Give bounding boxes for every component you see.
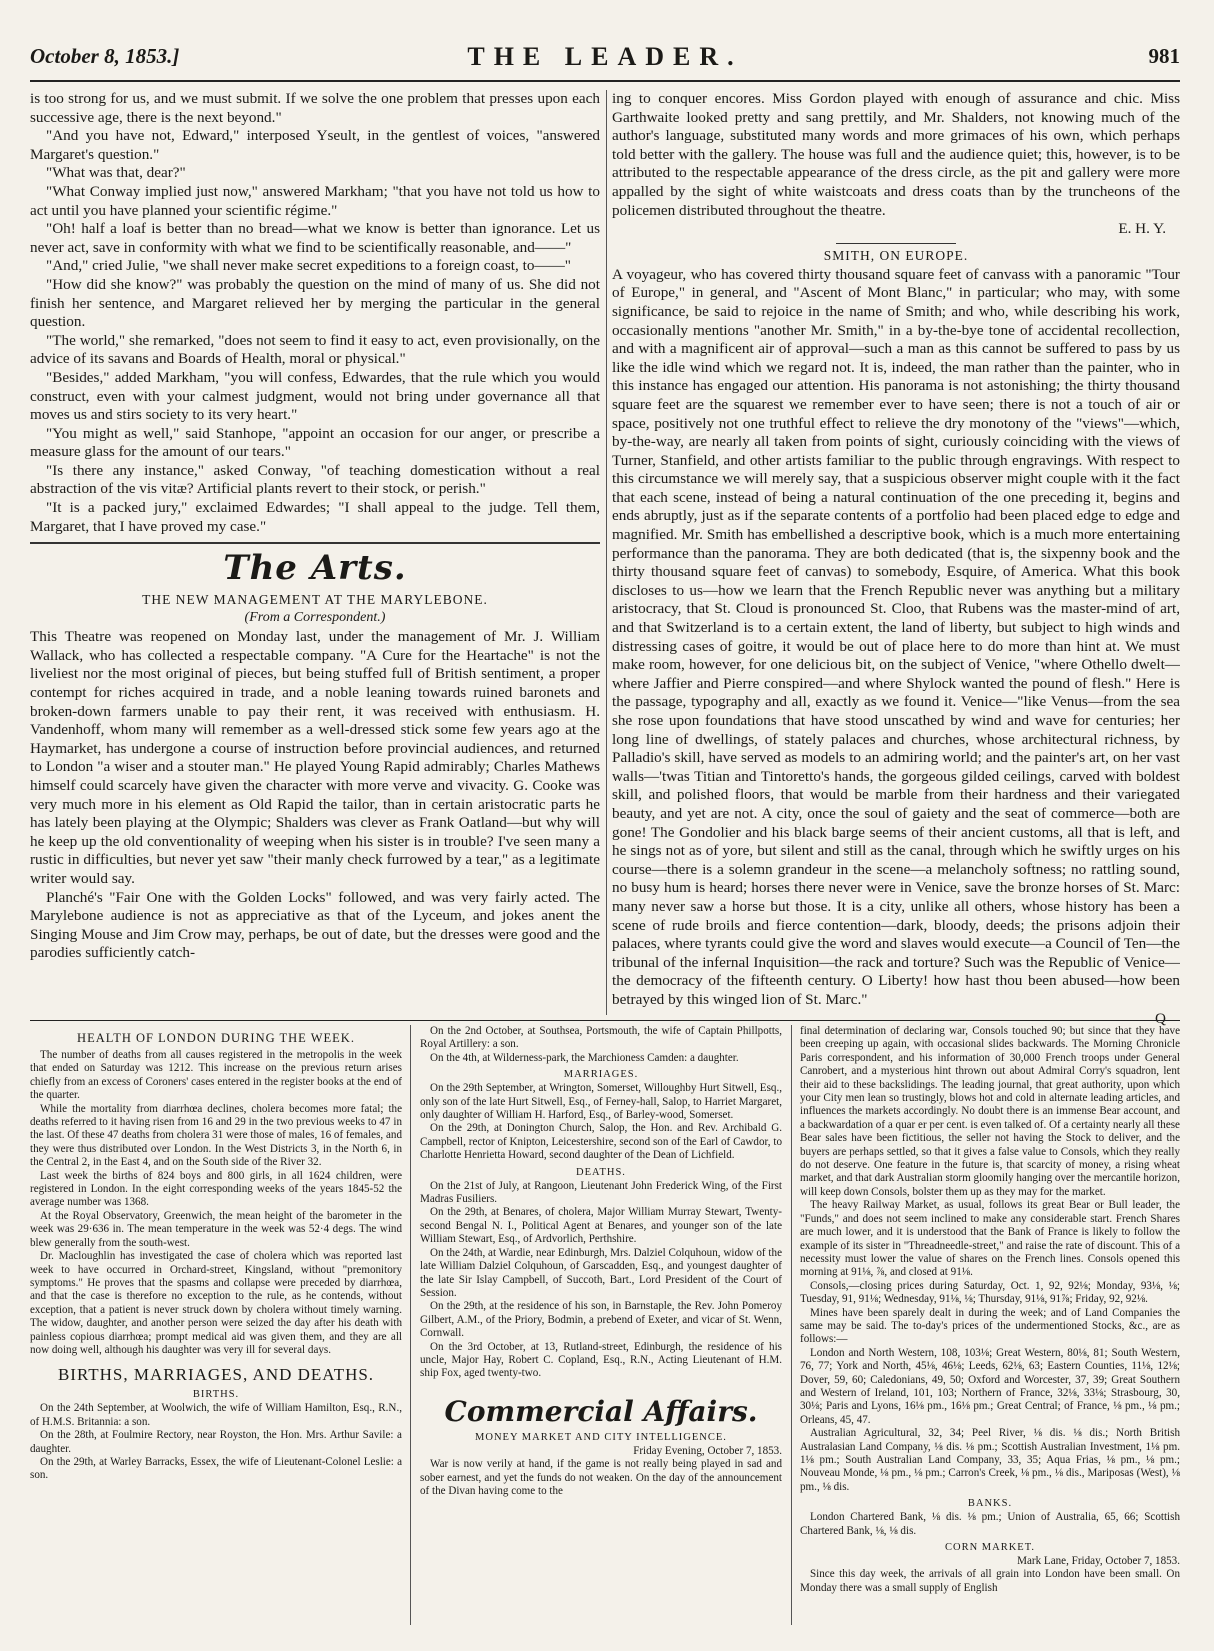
paragraph: "How did she know?" was probably the question on the mind of many of us. She did not finish her sentence, and Margaret relieved her by merging the particular in the general question. [30,275,600,331]
paragraph: "You might as well," said Stanhope, "appoint an occasion for our anger, or prescribe a measure glass for the amount of our tears." [30,424,600,461]
left-column [30,90,600,963]
paragraph: On the 4th, at Wilderness-park, the Marchioness Camden: a daughter. [430,1051,739,1064]
paragraph: On the 29th, at the residence of his son, in Barnstaple, the Rev. John Pomeroy Gilbert, A.M., of the Priory, Bodmin, a prebend of Exeter, and vicar of St. Wenn, Cornwall. [420,1300,782,1340]
paragraph: is too strong for us, and we must submit. If we solve the one problem that presses upon each successive age, there is the next beyond." [30,90,600,126]
right-column [612,90,1180,1028]
paragraph: On the 29th, at Donington Church, Salop, the Hon. and Rev. Archibald G. Campbell, rector of Knipton, Leicestershire, second son of the Earl of Cawdor, to Charlotte Henrietta Howard, second daughter of the Dean of Lichfield. [420,1122,782,1162]
paragraph: On the 29th, at Benares, of cholera, Major William Murray Stewart, Twenty-second Bengal N. I., Political Agent at Benares, and younger son of the late William Stewart, Esq., of Ardvorlich, Perthshire. [420,1206,782,1246]
paragraph: Last week the births of 824 boys and 800 girls, in all 1624 children, were registered in London. In the eight corresponding weeks of the years 1845-52 the average number was 1368. [30,1169,402,1209]
paragraph: Mines have been sparely dealt in during the week; and of Land Companies the same may be said. The to-day's prices of the undermentioned Stocks, &c., are as follows:— [800,1306,1180,1346]
commercial-heading: Commercial Affairs. [444,1394,758,1428]
paragraph: final determination of declaring war, Consols touched 90; but since that they have been creeping up again, with occasional slides backwards. The Morning Chronicle Paris correspondent, and his information of 30,000 French troops under General Canrobert, and a mysterious hint thrown out about Admiral Corry's squadron, lent their aid to these backslidings. The leading journal, that great authority, upon which your City men lean so trustingly, blows hot and cold in alternate leading articles, and influences the markets accordingly. No doubt there is an immense Bear account, and a backwardation of a quar er per cent. is even talked of. Of a certainty nearly all these Bear sales have been fictitious, the seller not having the Stock to deliver, and the buyers are perhaps settled, so that it gives a false value to Consols, which they really do not deserve. One feature in the future is, that scarcity of money, a rising wheat market, and that dark Australian storm gloomily hanging over the mercantile horizon, will keep down Consols, bolster them up as they may for the market. [800,1025,1180,1198]
paragraph: "And," cried Julie, "we shall never make secret expeditions to a foreign coast, to——" [46,257,571,275]
article-subtitle: (From a Correspondent.) [244,610,386,626]
subsection-label: BANKS. [967,1498,1013,1510]
dateline: Mark Lane, Friday, October 7, 1853. [1017,1555,1180,1568]
masthead: THE LEADER. [467,42,743,71]
paragraph: On the 29th September, at Wrington, Somerset, Willoughby Hurt Sitwell, Esq., only son of the late Hurt Sitwell, Esq., of Ferney-hall, Salop, to Harriet Margaret, only daughter of William H. Harford, Esq., of Barley-wood, Somerset. [420,1082,782,1122]
header-rule [30,80,1180,82]
dateline: Friday Evening, October 7, 1853. [633,1444,782,1457]
arts-heading: The Arts. [223,548,407,589]
paragraph: Planché's "Fair One with the Golden Locks" followed, and was very fairly acted. The Marylebone audience is not as appreciative as that of the Lyceum, and jokes anent the Singing Mouse and Jim Crow may, perhaps, be out of date, but the dresses were good and the parodies sufficiently catch- [30,888,600,962]
paragraph: The heavy Railway Market, as usual, follows its great Bear or Bull leader, the "Funds," and does not seem inclined to make any considerable start. French Shares are much lower, and it is understood that the Bank of France is likely to follow the example of its sister in "Threadneedle-street," and raise the rate of discount. This of a necessity must lower the value of shares on the French lines. Consols opened this morning at 91⅛, ⅞, and closed at 91⅛. [800,1199,1180,1279]
subsection-label: DEATHS. [576,1166,626,1178]
paragraph: On the 24th September, at Woolwich, the wife of William Hamilton, Esq., R.N., of H.M.S. Britannia: a son. [30,1402,402,1428]
paragraph: On the 29th, at Warley Barracks, Essex, the wife of Lieutenant-Colonel Leslie: a son. [30,1455,402,1482]
bottom-column-3 [800,1025,1180,1625]
section-title: MONEY MARKET AND CITY INTELLIGENCE. [475,1431,727,1443]
column-divider [410,1025,411,1625]
section-rule [30,542,600,544]
page-number: 981 [1148,44,1180,68]
subsection-label: MARRIAGES. [563,1069,639,1081]
paragraph: ing to conquer encores. Miss Gordon played with enough of assurance and chic. Miss Garthwaite looked pretty and sang prettily, and Mr. Shalders, not knowing much of the author's language, substituted many words and more grimaces of his own, which perhaps told better with the gallery. The house was full and the audience quiet; this, however, is to be attributed to the respectable appearance of the dress circle, as the pit and gallery were more appalled by the sight of white waistcoats and dress coats than by the truncheons of the policemen distributed throughout the theatre. [612,90,1180,219]
column-divider [791,1025,792,1625]
bottom-column-2 [420,1025,782,1625]
paragraph: A voyageur, who has covered thirty thousand square feet of canvass with a panoramic "Tour of Europe," in general, and "Ascent of Mont Blanc," in particular; who may, with some significance, be said to rejoice in the name of Smith; and who, while describing his work, occasionally mentions "another Mr. Smith," in a by-the-bye tone of accidental recollection, and with a magnificent air of approval—such a man as this cannot be suffered to pass by us like the idle wind which we regard not. It is, indeed, the man rather than the painter, who in this instance has engaged our attention. His panorama is not astonishing; the thirty thousand square feet are the squarest we remember ever to have seen; there is not a touch of air or space, positively not one truthful effect to relieve the dry monotony of the "views"—which, by-the-way, are nearly all taken from points of sight, curiously coinciding with the views of Turner, Stanfield, and other artists familiar to the public through engravings. With respect to this circumstance we will merely say, that a suspicious observer might couple with it the fact that each scene, instead of being a natural continuation of the one preceding it, begins and ends abruptly, just as if the separate contents of a portfolio had been placed edge to edge and magnified. Mr. Smith has embellished a descriptive book, which is a much more entertaining performance than the panorama. They are both dedicated (that is, the sixpenny book and the thirty thousand square feet of canvas) to somebody, Esquire, of America. What this book discloses to us—how we learn that the French Republic never was anything but a military aristocracy, that St. Cloud is pronounced St. Cloo, that Rubens was the master-mind of art, and that Switzerland is to a certain extent, the land of liberty, but subject to high winds and distressing cases of goitre, it would be out of place here to do more than hint at. We must make room, however, for one delicious bit, on the subject of Venice, "where Othello dwelt—where Jaffier and Pierre conspired—and where Shylock wanted the pound of flesh." Here is the passage, typography and all, exactly as we found it. Venice—"like Venus—from the sea she rose upon foundations that have stood unscathed by wind and wave for centuries; her long line of dwellings, of stately palaces and churches, whose architectural richness, by Palladio's skill, have served as models to an admiring world; and the painter's art, on her vast walls—'twas Titian and Tintoretto's hands, the gorgeous gilded ceilings, carved with boldest skill, and polished floors, that would be marble from their hardness and their variegated beauty, and yet are not. A city, once the soul of gaiety and the seat of commerce—both are gone! The Gondolier and his black barge seems of their ancient customs, all that is left, and he sings not as of yore, but silent and still as the canal, through which he swiftly urges on his course—there is a solemn grandeur in the scene—a melancholy softness; no rattling sound, no busy hum is heard; horses there never were in Venice, save the bronze horses of St. Marc: many never saw a horse but those. It is a city, unlike all others, whose history has been a scene of rude broils and fierce contention—dark, bloody, deeds; the prisons adjoin their palaces, where tyrants could give the word and slaves would execute—a Council of Ten—the tribunal of the infernal Inquisition—the rack and torture? Such was the Republic of Venice—the democracy of the fifteenth century. O Liberty! how hast thou been abused—how been betrayed by this winged lion of St. Marc." [612,265,1180,1008]
paragraph: London and North Western, 108, 103⅛; Great Western, 80⅛, 81; South Western, 76, 77; York and North, 45⅛, 46⅛; Leeds, 62⅛, 63; Eastern Counties, 11⅛, 12⅛; Dover, 59, 60; Caledonians, 49, 50; Oxford and Worcester, 37, 39; Great Southern and Western of Ireland, 101, 103; Northern of France, 32⅛, 33⅛; Strasbourg, 30, 30⅛; Paris and Lyons, 16⅛ pm., 16⅛ pm.; Great Central; of France, ⅛ pm., ⅛ pm.; Orleans, 45, 47. [800,1346,1180,1426]
paragraph: "It is a packed jury," exclaimed Edwardes; "I shall appeal to the judge. Tell them, Margaret, that I have proved my case." [30,499,600,535]
paragraph: Australian Agricultural, 32, 34; Peel River, ⅛ dis. ⅛ dis.; North British Australasian Land Company, ⅛ dis. ⅛ pm.; Scottish Australian Investment, 1⅛ pm. 1⅛ pm.; South Australian Land Company, 33, 35; Aqua Frias, ⅛ pm., ⅛ pm.; Nouveau Monde, ⅛ pm., ⅛ pm.; Carron's Creek, ⅛ pm., ⅛ dis., Mariposas (West), ⅛ pm., ⅛ dis. [800,1427,1180,1493]
paragraph: The number of deaths from all causes registered in the metropolis in the week that ended on Saturday was 1212. This increase on the previous return arises chiefly from an excess of Coroners' cases entered in the register books at the end of the quarter. [30,1049,402,1102]
section-rule [30,1020,1180,1021]
paragraph: Since this day week, the arrivals of all grain into London have been small. On Monday there was a small supply of English [800,1568,1180,1594]
paragraph: London Chartered Bank, ⅛ dis. ⅛ pm.; Union of Australia, 65, 66; Scottish Chartered Bank, ⅛, ⅛ dis. [800,1511,1180,1537]
paragraph: On the 21st of July, at Rangoon, Lieutenant John Frederick Wing, of the First Madras Fusiliers. [420,1179,782,1206]
section-title: CORN MARKET. [945,1542,1035,1554]
paragraph: On the 2nd October, at Southsea, Portsmouth, the wife of Captain Phillpotts, Royal Artillery: a son. [420,1025,782,1051]
divider [836,243,956,244]
subsection-label: BIRTHS. [192,1389,240,1401]
paragraph: "What was that, dear?" [46,164,186,182]
paragraph: "Is there any instance," asked Conway, "of teaching domestication without a real abstraction of the vis vitæ? Artificial plants revert to their stock, or perish." [30,461,600,498]
paragraph: Dr. Macloughlin has investigated the case of cholera which was reported last week to have occurred in Orchard-street, Kingsland, without "premonitory symptoms." He proves that the spasms and collapse were preceded by diarrhœa, and that the case is therefore no exception to the rule, as he contends, without exception, that a patient is never struck down by cholera without timely warning. The widow, daughter, and another person were seized the day after his death with painless copious diarrhœa; prompt medical aid was given them, and they are all now doing well, although his daughter was very ill for several days. [30,1250,402,1356]
paragraph: On the 3rd October, at 13, Rutland-street, Edinburgh, the residence of his uncle, Major Hay, Robert C. Copland, Esq., R.N., Acting Lieutenant of H.M. ship Fox, aged twenty-two. [420,1340,782,1380]
paragraph: "And you have not, Edward," interposed Yseult, in the gentlest of voices, "answered Margaret's question." [30,127,600,163]
signature: E. H. Y. [1118,220,1166,238]
bottom-column-1 [30,1025,402,1625]
paragraph: Consols,—closing prices during Saturday, Oct. 1, 92, 92⅛; Monday, 93⅛, ⅛; Tuesday, 91, 91⅛; Wednesday, 91⅛, ⅛; Thursday, 91⅛, 91⅞; Friday, 92, 92⅛. [800,1279,1180,1306]
paragraph: This Theatre was reopened on Monday last, under the management of Mr. J. William Wallack, who has collected a respectable company. "A Cure for the Heartache" is not the liveliest nor the most original of pieces, but being stuffed full of British sentiment, a proper contempt for riches acquired in trade, and a noble leaning towards ruined baronets and broken-down farmers unable to pay their rent, it was received with enthusiasm. H. Vandenhoff, whom many will remember as a well-dressed stick some few years ago at the Haymarket, has undergone a course of instruction before provincial audiences, and returned to London "a wiser and a stouter man." He played Young Rapid admirably; Charles Mathews himself could scarcely have given the character with more verve and vivacity. G. Cooke was very much more in his element as Old Rapid the tailor, than in certain aristocratic parts he has lately been playing at the Olympic; Shalders was clever as Frank Oatland—but why will he keep up the old conventionality of weeping when his sister is in trouble? I've seen many a rustic in difficulties, but never yet saw "their manly check furrowed by a tear," as a legitimate writer would say. [30,628,600,887]
paragraph: "What Conway implied just now," answered Markham; "that you have not told us how to act until you have planned your scientific régime." [30,182,600,219]
paragraph: War is now verily at hand, if the game is not really being played in sad and sober earnest, and yet the funds do not weaken. On the day of the announcement of the Divan having come to the [420,1458,782,1497]
section-title: HEALTH OF LONDON DURING THE WEEK. [77,1031,355,1045]
article-title: THE NEW MANAGEMENT AT THE MARYLEBONE. [142,592,488,608]
paragraph: "The world," she remarked, "does not seem to find it easy to act, even provisionally, on the advice of its savans and Boards of Health, moral or physical." [30,331,600,368]
section-title: BIRTHS, MARRIAGES, AND DEATHS. [57,1365,375,1385]
paragraph: "Besides," added Markham, "you will confess, Edwardes, that the rule which you would construct, even with your calmest judgment, would not bring under governance all that moves us and stirs society to its very heart." [30,368,600,424]
paragraph: While the mortality from diarrhœa declines, cholera becomes more fatal; the deaths referred to it having risen from 16 and 29 in the two previous weeks to 47 in the last. Of these 47 deaths from cholera 31 were those of males, 16 of females, and they were thus distributed over London. In the West Districts 3, in the North 6, in the Central 2, in the East 4, and on the South side of the River 32. [30,1102,402,1169]
paragraph: On the 28th, at Foulmire Rectory, near Royston, the Hon. Mrs. Arthur Savile: a daughter. [30,1429,402,1455]
paragraph: At the Royal Observatory, Greenwich, the mean height of the barometer in the week was 29·636 in. The mean temperature in the week was 52·4 degs. The wind blew generally from the south-west. [30,1209,402,1249]
issue-date: October 8, 1853.] [30,44,180,68]
paragraph: On the 24th, at Wardie, near Edinburgh, Mrs. Dalziel Colquhoun, widow of the late William Dalziel Colquhoun, of Garscadden, Esq., and youngest daughter of the late Sir Islay Campbell, of Succoth, Bart., Lord President of the Court of Session. [420,1246,782,1299]
page-header [30,40,1180,74]
article-title: SMITH, ON EUROPE. [823,247,969,263]
signature: Q [1155,1009,1166,1027]
paragraph: "Oh! half a loaf is better than no bread—what we know is better than ignorance. Let us never act, save in conformity with what we find to be scientifically reasonable, and——" [30,220,600,256]
column-divider [606,90,607,1015]
